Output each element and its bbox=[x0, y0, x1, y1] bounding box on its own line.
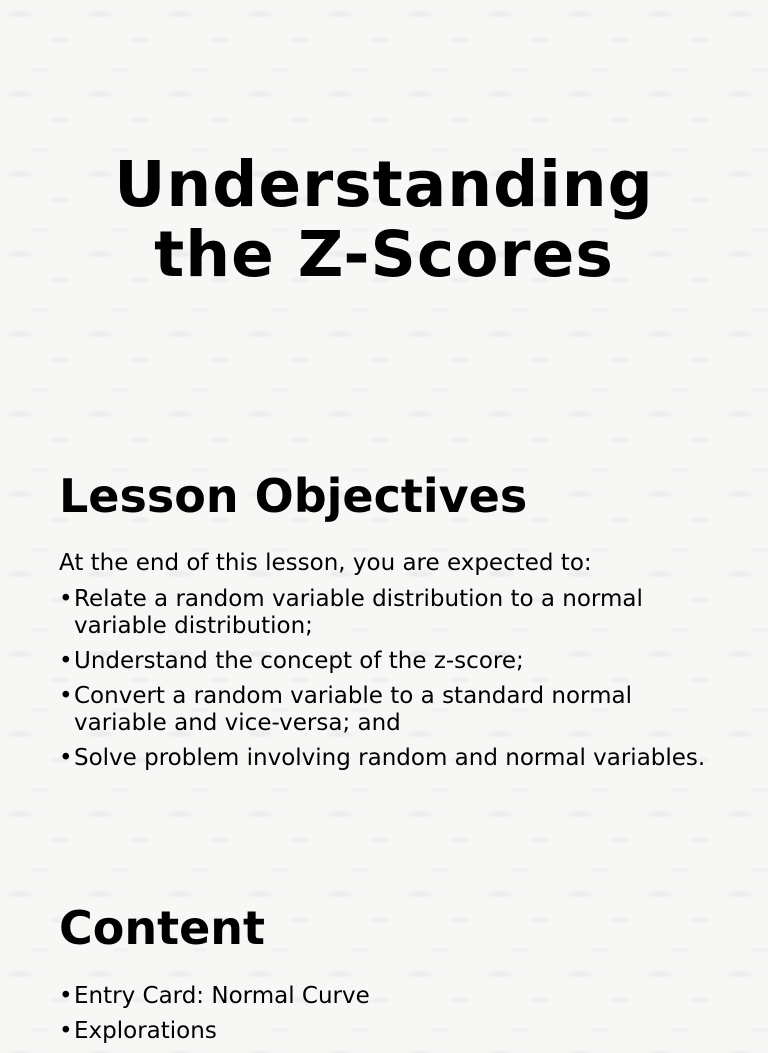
objectives-heading: Lesson Objectives bbox=[59, 469, 528, 523]
objectives-list bbox=[59, 586, 719, 780]
list-item bbox=[59, 586, 719, 640]
title-slide bbox=[0, 0, 768, 340]
list-item-text: Explorations bbox=[74, 1018, 217, 1044]
bullet-icon: • bbox=[59, 983, 73, 1009]
content-list bbox=[59, 983, 719, 1053]
list-item bbox=[59, 1018, 719, 1045]
bullet-icon: • bbox=[59, 648, 73, 674]
list-item bbox=[59, 683, 719, 737]
bullet-icon: • bbox=[59, 586, 73, 612]
content-heading: Content bbox=[59, 901, 266, 955]
bullet-icon: • bbox=[59, 683, 73, 709]
list-item bbox=[59, 745, 719, 772]
list-item bbox=[59, 648, 719, 675]
list-item-text: Solve problem involving random and normal variables. bbox=[74, 745, 706, 771]
bullet-icon: • bbox=[59, 745, 73, 771]
list-item-text: Convert a random variable to a standard normal variable and vice-versa; and bbox=[74, 683, 632, 736]
list-item-text: Understand the concept of the z-score; bbox=[74, 648, 524, 674]
page-title bbox=[0, 150, 768, 290]
title-line-2: the Z-Scores bbox=[154, 218, 614, 291]
objectives-intro: At the end of this lesson, you are expected to: bbox=[59, 550, 592, 576]
list-item-text: Entry Card: Normal Curve bbox=[74, 983, 370, 1009]
list-item bbox=[59, 983, 719, 1010]
title-line-1: Understanding bbox=[114, 148, 654, 221]
bullet-icon: • bbox=[59, 1018, 73, 1044]
list-item-text: Relate a random variable distribution to a normal variable distribution; bbox=[74, 586, 643, 639]
